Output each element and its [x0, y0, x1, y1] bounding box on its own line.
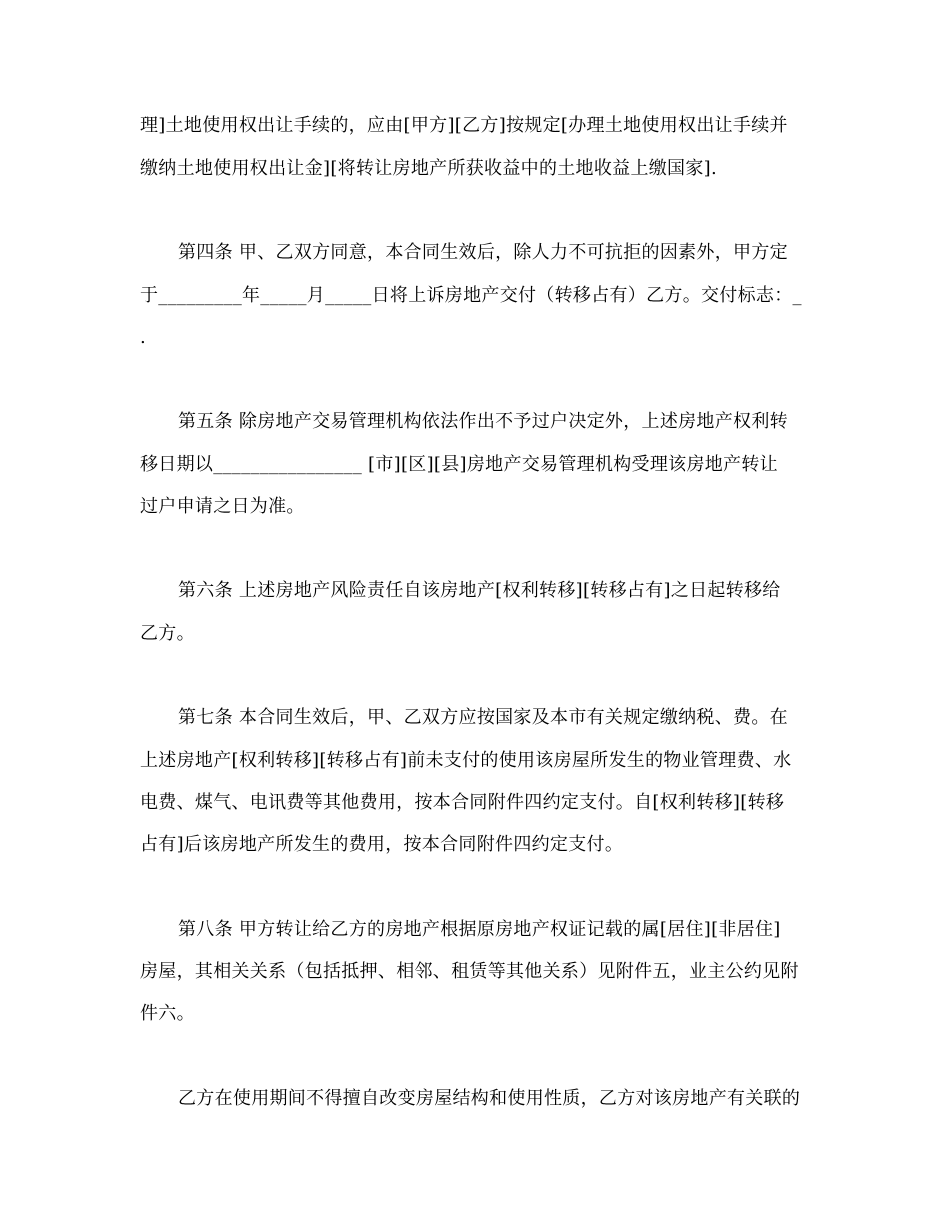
text-line-1: 理]土地使用权出让手续的，应由[甲方][乙方]按规定[办理土地使用权出让手续并 — [140, 115, 788, 136]
text-line-2: 缴纳土地使用权出让金][将转让房地产所获收益中的土地收益上缴国家]. — [140, 158, 717, 179]
article-6-line-2: 乙方。 — [140, 623, 195, 644]
article-7-line-2: 上述房地产[权利转移][转移占有]前未支付的使用该房屋所发生的物业管理费、水 — [140, 750, 792, 771]
article-8-line-1: 第八条 甲方转让给乙方的房地产根据原房地产权证记载的属[居住][非居住] — [178, 919, 781, 940]
article-5-line-1: 第五条 除房地产交易管理机构依法作出不予过户决定外，上述房地产权利转 — [178, 411, 788, 432]
article-8-line-3: 件六。 — [140, 1003, 195, 1024]
article-5-line-3: 过户申请之日为准。 — [140, 496, 305, 517]
article-8-line-2: 房屋，其相关关系（包括抵押、相邻、租赁等其他关系）见附件五，业主公约见附 — [140, 961, 799, 982]
article-4-line-1: 第四条 甲、乙双方同意，本合同生效后，除人力不可抗拒的因素外，甲方定 — [178, 242, 788, 263]
article-4-line-3: . — [140, 327, 147, 348]
article-7-line-4: 占有]后该房地产所发生的费用，按本合同附件四约定支付。 — [140, 834, 624, 855]
article-7-line-1: 第七条 本合同生效后，甲、乙双方应按国家及本市有关规定缴纳税、费。在 — [178, 707, 788, 728]
article-7-line-3: 电费、煤气、电讯费等其他费用，按本合同附件四约定支付。自[权利转移][转移 — [140, 792, 785, 813]
article-6-line-1: 第六条 上述房地产风险责任自该房地产[权利转移][转移占有]之日起转移给 — [178, 580, 781, 601]
article-5-line-2: 移日期以________________ [市][区][县]房地产交易管理机构受理该房地产转让 — [140, 454, 778, 475]
article-4-line-2: 于_________年_____月_____日将上诉房地产交付（转移占有）乙方。交付标志：_ — [140, 285, 802, 306]
paragraph-line-1: 乙方在使用期间不得擅自改变房屋结构和使用性质，乙方对该房地产有关联的 — [178, 1088, 801, 1109]
